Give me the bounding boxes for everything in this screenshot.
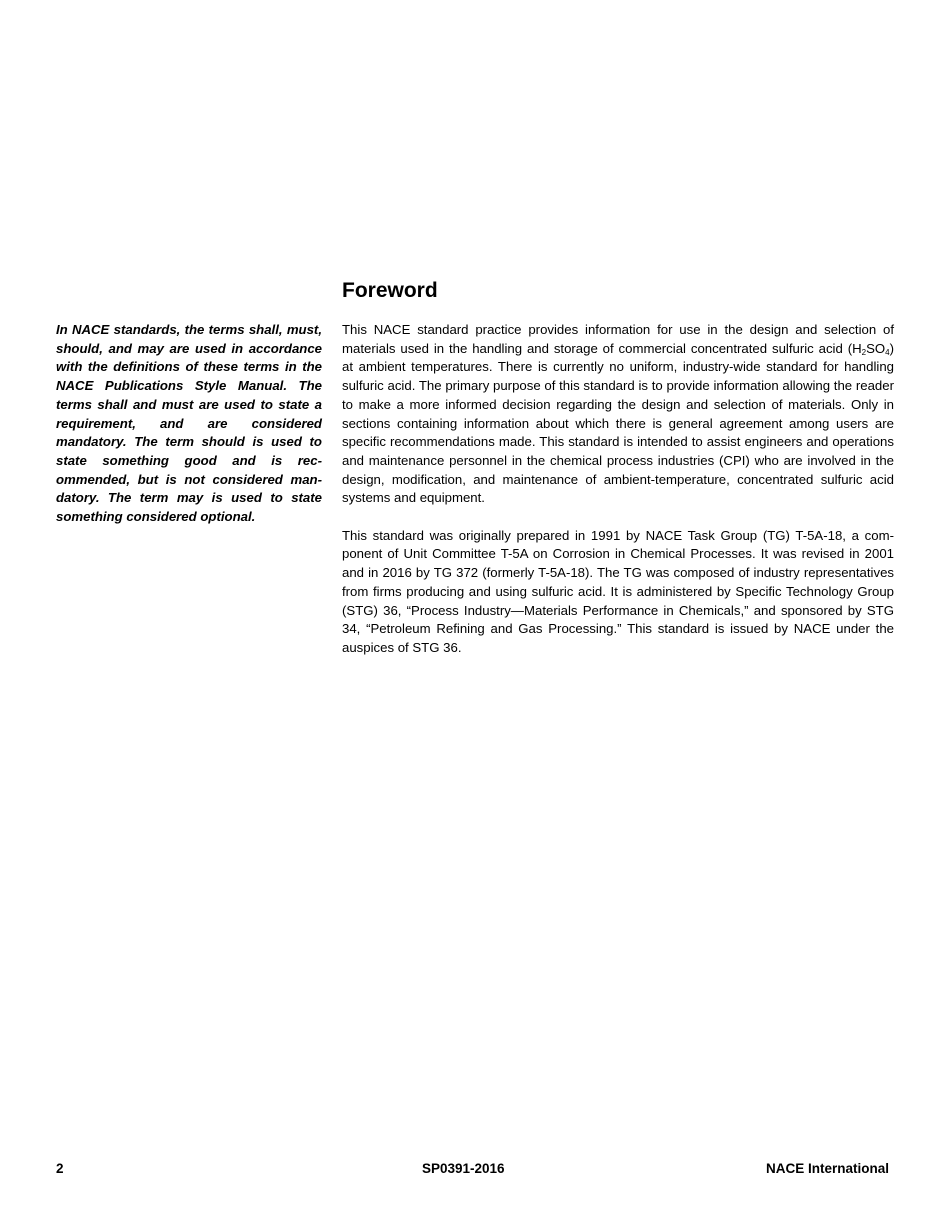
footer-page-number: 2 <box>56 1161 64 1176</box>
foreword-body <box>342 321 894 658</box>
footer-document-code: SP0391-2016 <box>422 1161 505 1176</box>
formula-h: H <box>852 340 862 356</box>
foreword-paragraph-2: This standard was originally prepared in 1991 by NACE Task Group (TG) T-5A-18, a component of Unit Committee T-5A on Corrosion in Chemical Processes. It was revised in 2001 and in 2016 by TG 372 (formerly T-5A-18). The TG was composed of industry representatives from firms producing and using sulfuric acid. It is administered by Specific Technology Group (STG) 36, “Process Industry—Materials Performance in Chemicals,” and sponsored by STG 34, “Petroleum Refining and Gas Processing.” This standard is issued by NACE under the auspices of STG 36. <box>342 527 894 655</box>
paragraph-1-text-start: This NACE standard practice provides information for use in the design and selection of materials used in the handling and storage of commercial concentrated sulfuric acid ( <box>342 322 894 356</box>
footer-organization: NACE International <box>765 1161 889 1176</box>
page-title: Foreword <box>342 279 438 302</box>
formula-subscript-4: 4 <box>885 347 890 357</box>
formula-so: SO <box>866 340 886 356</box>
paragraph-1-text-end: ) at ambient temperatures. There is currently no uniform, industry-wide standard for handling sulfuric acid. The primary purpose of this standard is to provide information allowing the reader to make a more informed decision regarding the design and selection of materials. Only in sections containing information about which there is general agreement among users are specific recommendations made. This standard is intended to assist engineers and operations and maintenance personnel in the chemical process industries (CPI) who are involved in the design, modification, and maintenance of ambient-temperature, concentrated sulfuric acid systems and equipment. <box>342 340 894 506</box>
terminology-note: In NACE standards, the terms shall, must, should, and may are used in accordance with the definitions of these terms in the NACE Publications Style Manual. The terms shall and must are used to state a requirement, and are considered mandatory. The term should is used to state something good and is recommended, but is not considered mandatory. The term may is used to state something considered optional. <box>56 322 322 525</box>
formula-subscript-2: 2 <box>861 347 867 357</box>
foreword-paragraph-1 <box>342 321 894 508</box>
